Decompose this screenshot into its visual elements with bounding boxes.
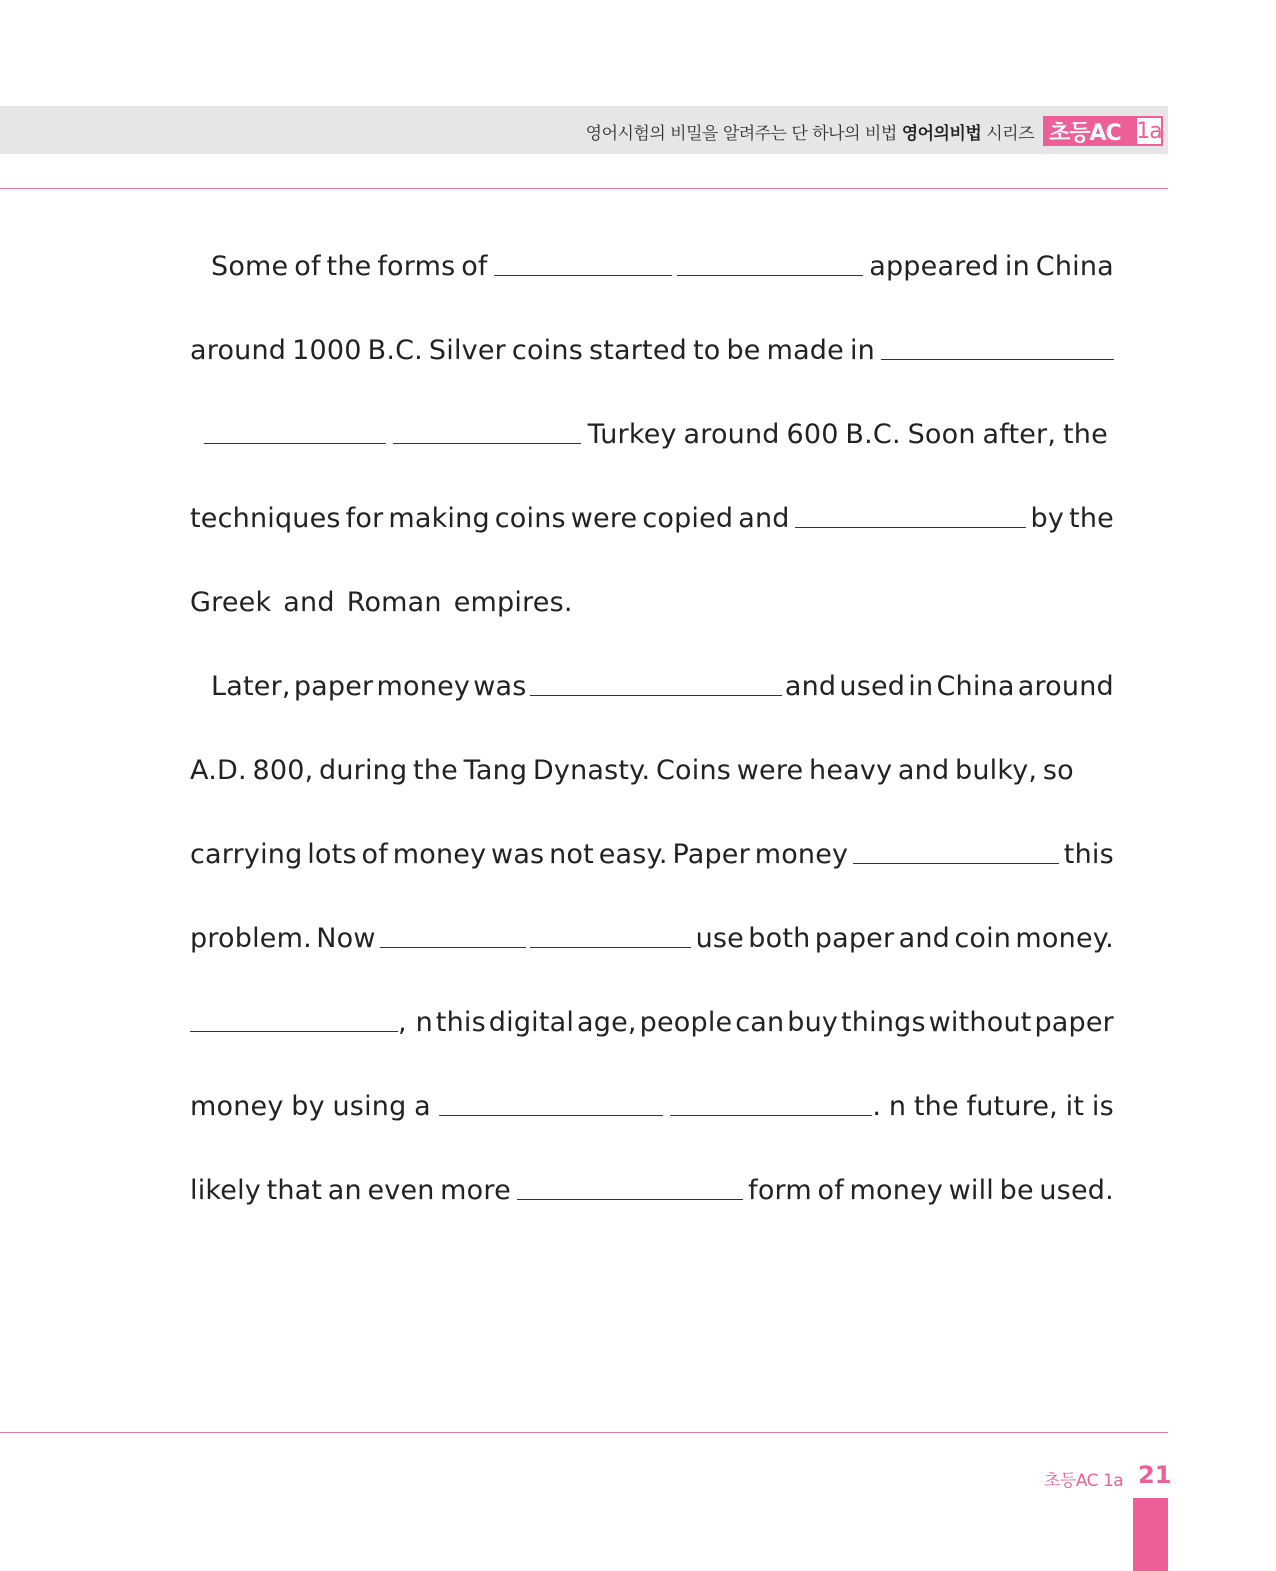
word: use: [695, 923, 744, 954]
word: by: [1030, 503, 1065, 534]
word: money: [190, 1091, 284, 1122]
word: future,: [966, 1091, 1058, 1122]
word: even: [367, 1175, 435, 1206]
word: B.C.: [845, 419, 901, 450]
word: were: [736, 755, 804, 786]
word: appeared: [869, 251, 1000, 282]
answer-blank[interactable]: [853, 862, 1059, 864]
answer-blank[interactable]: [393, 442, 581, 444]
word: Turkey: [587, 419, 677, 450]
word: bulky,: [955, 755, 1038, 786]
word: this: [1063, 839, 1114, 870]
word: used.: [1039, 1175, 1114, 1206]
word: more: [440, 1175, 511, 1206]
word: Some: [211, 251, 289, 282]
word: was: [473, 671, 527, 702]
word: money: [849, 1175, 944, 1206]
passage-line-1: [211, 242, 1114, 282]
word: around: [190, 335, 287, 366]
word: things: [841, 1007, 926, 1038]
word: B.C.: [367, 335, 423, 366]
word: a: [414, 1091, 431, 1122]
word: it: [1065, 1091, 1085, 1122]
word: of: [461, 251, 488, 282]
word: Paper: [672, 839, 750, 870]
word: making: [388, 503, 490, 534]
word: coins: [511, 335, 583, 366]
word: to: [692, 335, 721, 366]
word: and: [897, 755, 950, 786]
word: of: [294, 251, 321, 282]
word: and: [898, 923, 951, 954]
answer-blank[interactable]: [670, 1114, 872, 1116]
word: money.: [1015, 923, 1114, 954]
passage-line-4: [190, 494, 1114, 534]
word: in: [908, 671, 934, 702]
word: this: [435, 1007, 486, 1038]
answer-blank[interactable]: [380, 946, 526, 948]
word: that: [266, 1175, 323, 1206]
word: so: [1042, 755, 1074, 786]
word: both: [748, 923, 811, 954]
word: likely: [190, 1175, 261, 1206]
word: Silver: [428, 335, 506, 366]
word: China: [936, 671, 1015, 702]
passage-line-12: [190, 1166, 1114, 1206]
word: buy: [787, 1007, 839, 1038]
answer-blank[interactable]: [677, 274, 863, 276]
word: were: [570, 503, 638, 534]
word: for: [345, 503, 384, 534]
answer-blank[interactable]: [881, 358, 1114, 360]
word: in: [1004, 251, 1030, 282]
word: and: [283, 587, 335, 618]
blank-with-comma: [190, 1007, 433, 1038]
word: paper: [1034, 1007, 1114, 1038]
word: .: [872, 1091, 882, 1122]
word: used: [839, 671, 906, 702]
word: Dynasty.: [532, 755, 651, 786]
word: of: [361, 839, 388, 870]
word: Roman: [346, 587, 442, 618]
word: in: [849, 335, 875, 366]
word: Later,: [211, 671, 291, 702]
word: coin: [954, 923, 1012, 954]
word: money: [392, 839, 487, 870]
word: China: [1035, 251, 1114, 282]
word: made: [766, 335, 844, 366]
word: Greek: [190, 587, 272, 618]
word: easy.: [598, 839, 668, 870]
word: Soon: [907, 419, 976, 450]
word: was: [491, 839, 545, 870]
word: of: [817, 1175, 844, 1206]
passage-line-7: [190, 746, 1074, 786]
word: coins: [494, 503, 566, 534]
answer-blank[interactable]: [530, 694, 782, 696]
word: Now: [316, 923, 376, 954]
word: can: [735, 1007, 785, 1038]
word: money: [376, 671, 471, 702]
word: paper: [293, 671, 374, 702]
word: Tang: [463, 755, 528, 786]
word: the: [913, 1091, 959, 1122]
word: heavy: [809, 755, 893, 786]
word: Coins: [655, 755, 732, 786]
word: be: [726, 335, 761, 366]
word: 800,: [252, 755, 314, 786]
word: without: [928, 1007, 1032, 1038]
word: around: [1017, 671, 1114, 702]
word: the: [326, 251, 372, 282]
answer-blank[interactable]: [190, 1030, 398, 1032]
word: not: [549, 839, 594, 870]
series-name: 영어의비법: [901, 124, 982, 144]
word: problem.: [190, 923, 312, 954]
page-tab: [1133, 1498, 1168, 1571]
answer-blank[interactable]: [530, 946, 691, 948]
word: people: [639, 1007, 733, 1038]
series-suffix: 시리즈: [986, 124, 1034, 144]
word: money: [754, 839, 849, 870]
word: 600: [786, 419, 839, 450]
passage-line-6: [211, 662, 1114, 702]
passage-line-11: [190, 1082, 1114, 1122]
footer-rule: [0, 1432, 1168, 1433]
word: is: [1091, 1091, 1114, 1122]
tagline-text: 영어시험의 비밀을 알려주는 단 하나의 비법: [585, 124, 897, 144]
word: empires.: [453, 587, 573, 618]
word: the: [1069, 503, 1114, 534]
book-badge: [1043, 116, 1163, 146]
word: be: [999, 1175, 1034, 1206]
word: by: [291, 1091, 325, 1122]
passage-line-8: [190, 830, 1114, 870]
word: paper: [814, 923, 895, 954]
word: copied: [642, 503, 734, 534]
word: 1000: [292, 335, 362, 366]
word: techniques: [190, 503, 341, 534]
word: during: [319, 755, 408, 786]
word: an: [327, 1175, 362, 1206]
series-tagline: [586, 119, 1034, 144]
word: digital: [488, 1007, 575, 1038]
page-number: 21: [1138, 1461, 1172, 1489]
word: around: [683, 419, 780, 450]
badge-level: 1a: [1135, 116, 1163, 146]
word: the: [1062, 419, 1108, 450]
passage-line-9: [190, 914, 1114, 954]
word: started: [588, 335, 687, 366]
word: forms: [377, 251, 456, 282]
header-rule: [0, 188, 1168, 189]
footer-book-label: 초등AC 1a: [1044, 1471, 1124, 1491]
word: carrying: [190, 839, 303, 870]
word: using: [332, 1091, 407, 1122]
passage-line-5: [190, 578, 1114, 618]
word: and: [784, 671, 837, 702]
passage-line-10: [190, 998, 1114, 1038]
answer-blank[interactable]: [517, 1198, 743, 1200]
word: age,: [577, 1007, 637, 1038]
word: n: [888, 1091, 907, 1122]
answer-blank[interactable]: [795, 526, 1026, 528]
answer-blank[interactable]: [204, 442, 386, 444]
word: the: [413, 755, 458, 786]
word: lots: [307, 839, 357, 870]
word: A.D.: [190, 755, 247, 786]
answer-blank[interactable]: [439, 1114, 663, 1116]
badge-main: 초등AC: [1043, 116, 1135, 146]
word: after,: [982, 419, 1057, 450]
word: and: [738, 503, 790, 534]
passage-line-2: [190, 326, 1114, 366]
passage-line-3: [204, 410, 1108, 450]
word: , n: [398, 1007, 433, 1038]
answer-blank[interactable]: [494, 274, 672, 276]
blank-with-period: [670, 1091, 881, 1122]
word: will: [948, 1175, 995, 1206]
word: form: [748, 1175, 812, 1206]
